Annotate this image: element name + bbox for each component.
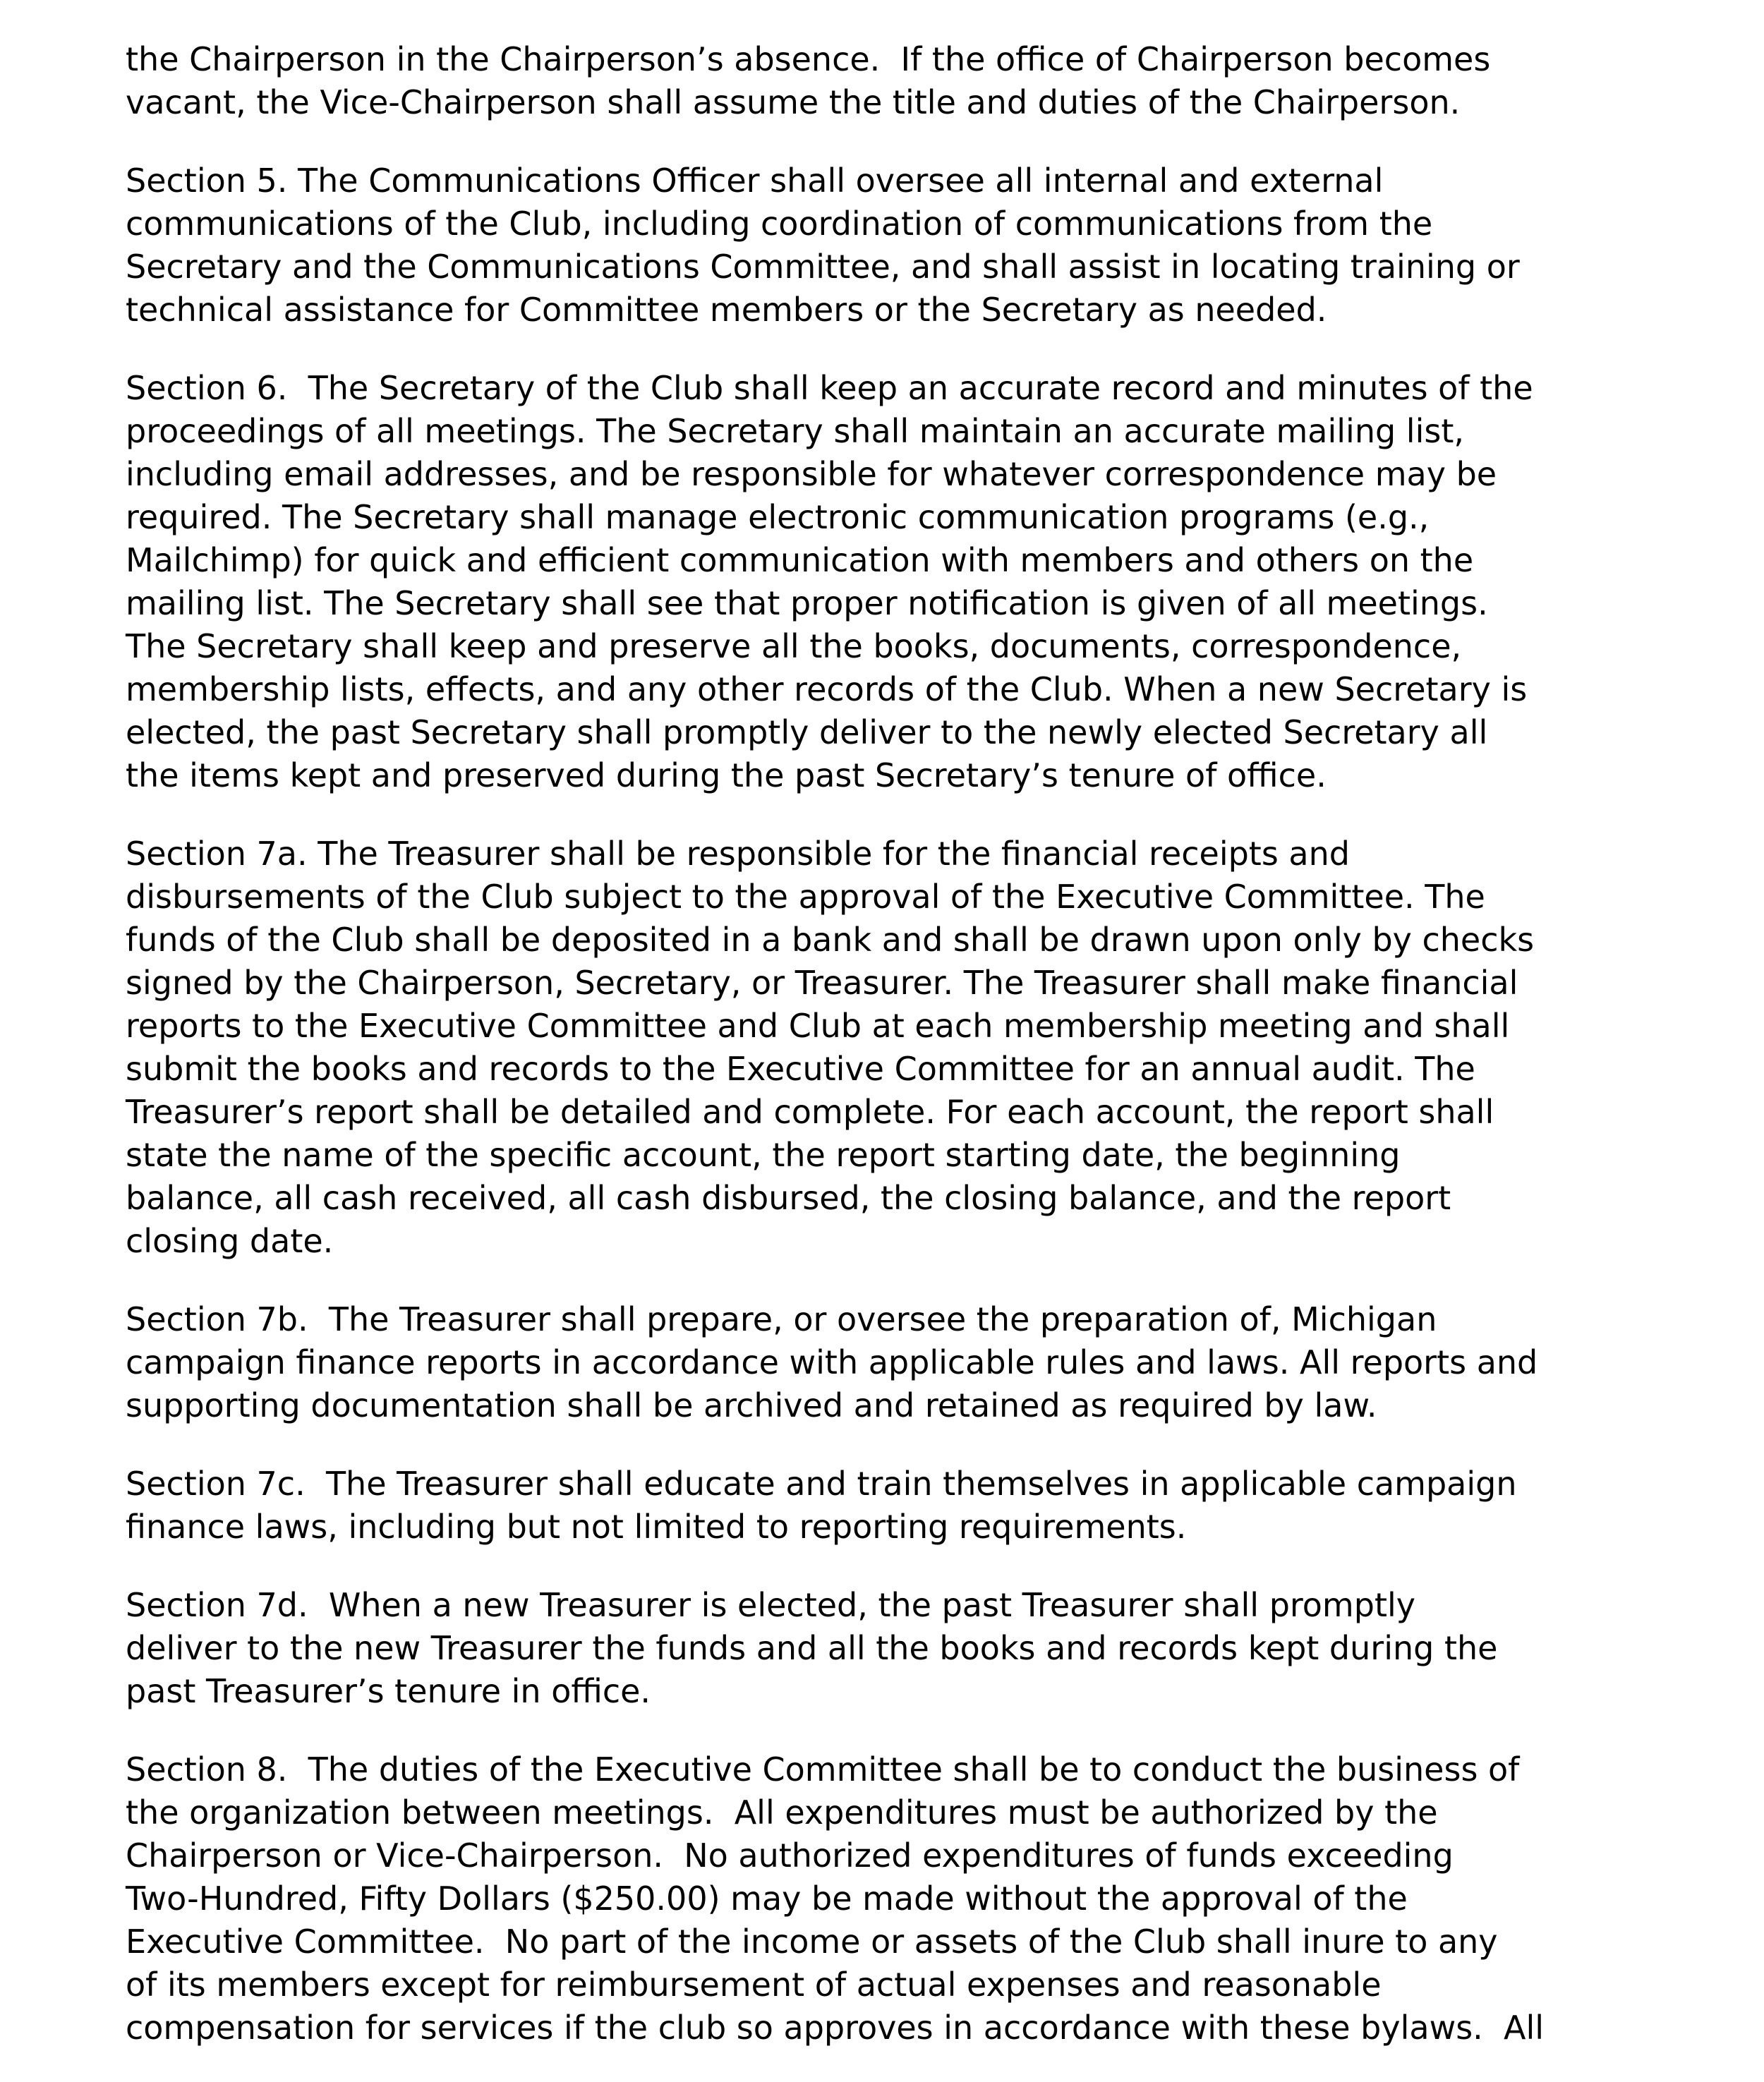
text-line: supporting documentation shall be archived and retained as required by law. [126,1386,1377,1424]
text-line: the Chairperson in the Chairperson’s absence. If the office of Chairperson becomes [126,40,1491,78]
text-line: closing date. [126,1222,334,1260]
text-line: finance laws, including but not limited to reporting requirements. [126,1508,1187,1546]
text-line: Section 6. The Secretary of the Club shall keep an accurate record and minutes of the [126,369,1533,407]
text-line: funds of the Club shall be deposited in a bank and shall be drawn upon only by checks [126,921,1535,959]
text-line: compensation for services if the club so approves in accordance with these bylaws. All [126,2009,1545,2047]
text-line: Secretary and the Communications Committee, and shall assist in locating training or [126,248,1520,286]
text-line: past Treasurer’s tenure in office. [126,1672,651,1710]
text-line: deliver to the new Treasurer the funds and all the books and records kept during the [126,1629,1498,1667]
text-line: state the name of the specific account, the report starting date, the beginning [126,1136,1401,1174]
text-line: balance, all cash received, all cash disbursed, the closing balance, and the report [126,1179,1451,1217]
text-line: signed by the Chairperson, Secretary, or Treasurer. The Treasurer shall make financial [126,964,1518,1002]
text-line: of its members except for reimbursement of actual expenses and reasonable [126,1966,1382,2004]
text-line: the items kept and preserved during the past Secretary’s tenure of office. [126,756,1327,794]
text-line: vacant, the Vice-Chairperson shall assume the title and duties of the Chairperson. [126,83,1461,121]
text-line: membership lists, effects, and any other records of the Club. When a new Secretary is [126,670,1528,708]
text-line: the organization between meetings. All expenditures must be authorized by the [126,1793,1438,1832]
text-line: Section 7c. The Treasurer shall educate and train themselves in applicable campaign [126,1465,1517,1503]
text-line: submit the books and records to the Executive Committee for an annual audit. The [126,1050,1475,1088]
text-line: Two-Hundred, Fifty Dollars ($250.00) may be made without the approval of the [126,1880,1408,1918]
text-line: Section 5. The Communications Officer shall oversee all internal and external [126,162,1384,200]
text-line: Chairperson or Vice-Chairperson. No authorized expenditures of funds exceeding [126,1836,1454,1875]
text-line: Section 7d. When a new Treasurer is elected, the past Treasurer shall promptly [126,1586,1415,1624]
text-line: Mailchimp) for quick and efficient communication with members and others on the [126,541,1474,579]
text-line: Section 7a. The Treasurer shall be responsible for the financial receipts and [126,835,1350,873]
text-line: disbursements of the Club subject to the approval of the Executive Committee. The [126,878,1485,916]
text-line: mailing list. The Secretary shall see that proper notification is given of all meetings. [126,584,1488,622]
text-line: Treasurer’s report shall be detailed and complete. For each account, the report shall [126,1093,1494,1131]
text-line: campaign finance reports in accordance with applicable rules and laws. All reports and [126,1343,1538,1381]
text-line: required. The Secretary shall manage electronic communication programs (e.g., [126,498,1430,536]
text-line: including email addresses, and be responsible for whatever correspondence may be [126,455,1497,493]
text-line: Section 7b. The Treasurer shall prepare, or oversee the preparation of, Michigan [126,1300,1437,1338]
text-line: technical assistance for Committee members or the Secretary as needed. [126,291,1327,329]
text-line: proceedings of all meetings. The Secretary shall maintain an accurate mailing list, [126,412,1464,450]
text-line: Section 8. The duties of the Executive Committee shall be to conduct the business of [126,1750,1520,1789]
text-line: elected, the past Secretary shall promptly deliver to the newly elected Secretary all [126,713,1488,751]
text-line: Executive Committee. No part of the income or assets of the Club shall inure to any [126,1923,1498,1961]
text-line: reports to the Executive Committee and Club at each membership meeting and shall [126,1007,1510,1045]
document-text-block [126,3,1671,2082]
text-line: The Secretary shall keep and preserve all the books, documents, correspondence, [126,627,1462,665]
text-line: communications of the Club, including coordination of communications from the [126,205,1433,243]
